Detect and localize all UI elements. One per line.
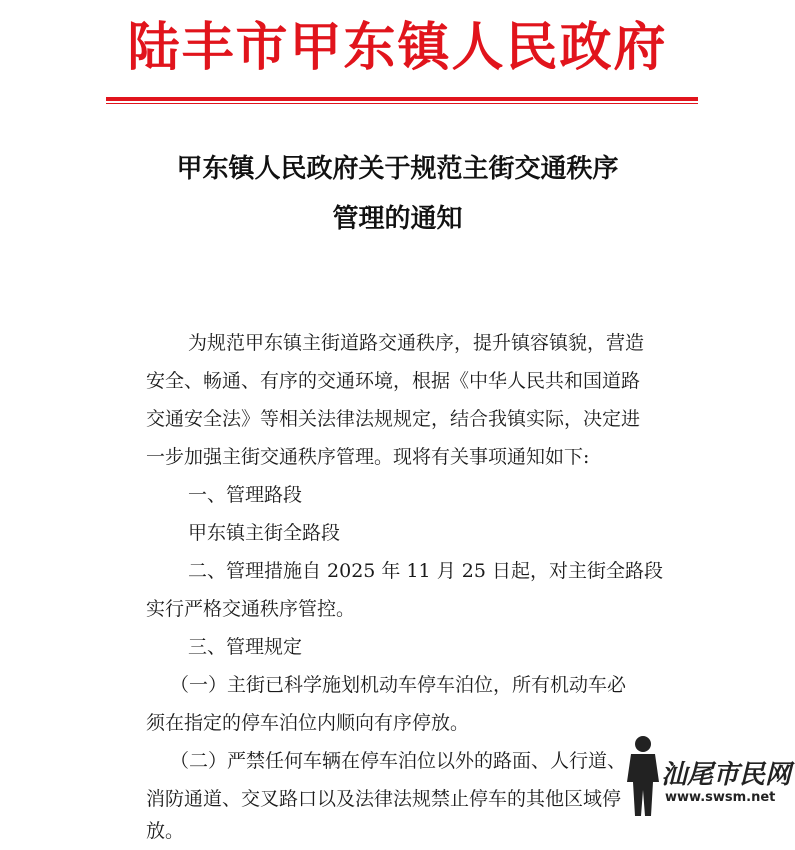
paragraph-line: 为规范甲东镇主街道路交通秩序，提升镇容镇貌，营造 <box>188 332 645 354</box>
section-heading: 二、管理措施自 2025 年 11 月 25 日起，对主街全路段 <box>188 560 663 582</box>
paragraph-line: （一）主街已科学施划机动车停车泊位，所有机动车必 <box>170 674 627 696</box>
org-name: 陆丰市甲东镇人民政府 <box>127 17 668 78</box>
paragraph-line: 交通安全法》等相关法律法规规定，结合我镇实际，决定进 <box>146 408 641 430</box>
site-watermark <box>621 730 791 816</box>
red-rule-thin <box>106 103 698 104</box>
paragraph-line: 放。 <box>146 820 185 842</box>
section-heading: 三、管理规定 <box>188 636 303 658</box>
paragraph-line: 须在指定的停车泊位内顺向有序停放。 <box>146 712 470 734</box>
document-title-line-1: 甲东镇人民政府关于规范主街交通秩序 <box>176 154 619 184</box>
watermark-url: www.swsm.net <box>665 790 776 805</box>
paragraph-line: 一步加强主街交通秩序管理。现将有关事项通知如下: <box>146 446 590 468</box>
paragraph-line: 甲东镇主街全路段 <box>188 522 341 544</box>
red-rule <box>106 97 698 101</box>
paragraph-line: 安全、畅通、有序的交通环境，根据《中华人民共和国道路 <box>146 370 641 392</box>
person-silhouette-icon <box>621 730 665 816</box>
watermark-name: 汕尾市民网 <box>661 760 792 790</box>
letterhead <box>0 8 795 88</box>
section-heading: 一、管理路段 <box>188 484 303 506</box>
paragraph-line: 实行严格交通秩序管控。 <box>146 598 356 620</box>
paragraph-line: （二）严禁任何车辆在停车泊位以外的路面、人行道、 <box>170 750 627 772</box>
paragraph-line: 消防通道、交叉路口以及法律法规禁止停车的其他区域停 <box>146 788 622 810</box>
document-title-line-2: 管理的通知 <box>332 204 463 234</box>
